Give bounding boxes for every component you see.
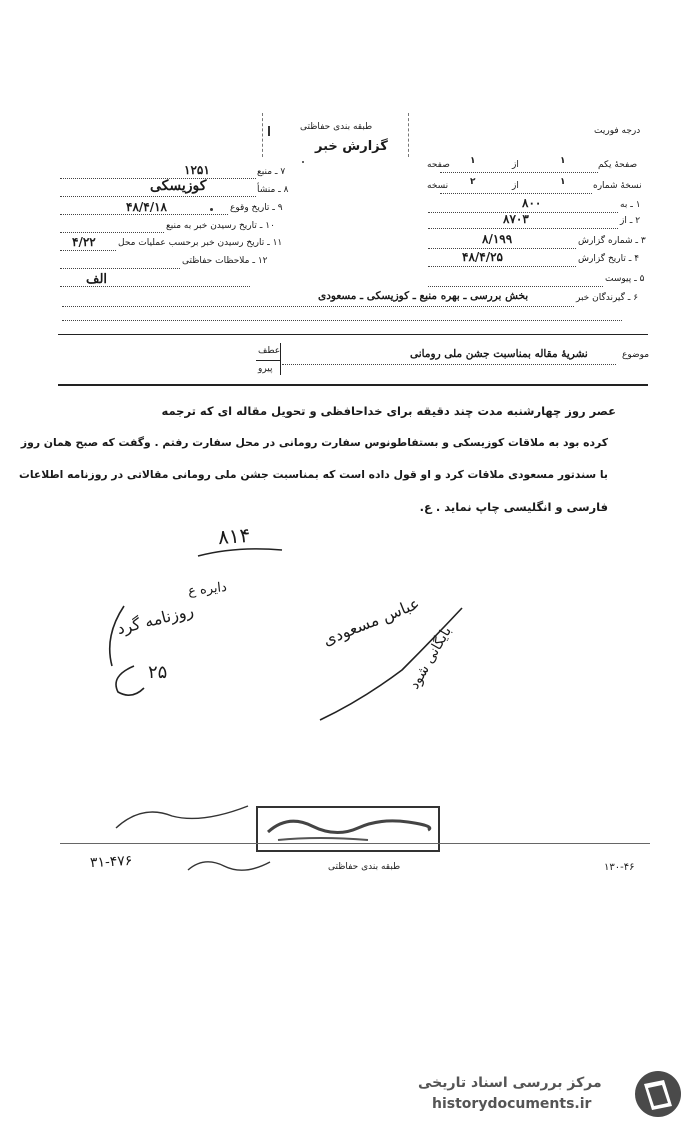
source-label: ۷ ـ منبع	[257, 167, 286, 177]
copy-label: نسخهٔ شماره	[593, 181, 642, 191]
annotation-right: بایگانی شود	[406, 624, 455, 692]
report-date-label: ۴ ـ تاریخ گزارش	[578, 254, 640, 264]
footer-right-code: ۱۳۰-۴۶	[604, 862, 635, 873]
footer-left-scribble	[184, 852, 274, 876]
body-line-1: عصر روز چهارشنبه مدت چند دقیقه برای خداحافظی و تحویل مقاله ای که ترجمه	[161, 404, 616, 418]
origin-value: کوزیسکی	[150, 178, 207, 194]
origin-label: ۸ ـ منشأ	[257, 185, 289, 195]
to-value: ۸۰۰	[522, 196, 542, 210]
annotation-number: ۸۱۴	[217, 522, 252, 550]
footer-left-code: ۳۱-۴۷۶	[89, 852, 133, 872]
body-line-2: کرده بود به ملاقات کوزیسکی و بستفاطونوس سفارت رومانی در محل سفارت رفتم . وگفت که صبح همان روز	[20, 436, 608, 449]
classification-label: طبقه بندی حفاظتی	[300, 122, 373, 132]
annotation-left-scribble	[84, 596, 204, 706]
from-label: ۲ ـ از	[620, 216, 641, 226]
report-date-value: ۴۸/۴/۲۵	[462, 250, 503, 264]
page-of-label: از	[512, 160, 519, 170]
stamp	[256, 806, 440, 852]
annotation-left-2: روزنامه گرد	[114, 600, 196, 639]
subject-label: موضوع	[622, 350, 650, 360]
watermark-logo-icon	[630, 1068, 686, 1120]
receipt-source-label: ۱۰ ـ تاریخ رسیدن خبر به منبع	[166, 221, 275, 231]
copy-value: ۱	[560, 177, 566, 187]
subject-value: نشریهٔ مقاله بمناسبت جشن ملی رومانی	[410, 348, 588, 360]
annotation-left-3: ۲۵	[148, 662, 168, 683]
event-date-label: ۹ ـ تاریخ وقوع	[230, 203, 283, 213]
page-label: صفحهٔ یکم	[598, 160, 638, 170]
page-value: ۱	[560, 156, 566, 166]
page-suffix: صفحه	[427, 160, 450, 170]
copy-of-label: از	[512, 181, 519, 191]
subject-top-rule	[58, 334, 648, 335]
watermark-title: مرکز بررسی اسناد تاریخی	[418, 1075, 602, 1091]
stamp-label: طبقه بندی حفاظتی	[328, 862, 401, 872]
notes-value: الف	[86, 272, 108, 287]
collectors-value: بخش بررسی ـ بهره منبع ـ کوزیسکی ـ مسعودی	[318, 290, 529, 302]
source-value: ۱۲۵۱	[184, 163, 210, 177]
event-date-value: ۴۸/۴/۱۸	[126, 200, 167, 214]
body-line-4: فارسی و انگلیسی چاپ نماید . ع.	[419, 500, 608, 514]
receipt-unit-value: ۴/۲۲	[72, 235, 96, 249]
copy-suffix: نسخه	[427, 181, 449, 191]
notes-label: ۱۲ ـ ملاحظات حفاظتی	[182, 256, 268, 266]
page-total: ۱	[470, 156, 476, 166]
stamp-lettering	[258, 808, 434, 846]
signature-right: عباس مسعودی	[320, 593, 423, 650]
priority-label: درجه فوریت	[594, 126, 641, 136]
copy-total: ۲	[470, 177, 476, 187]
collectors-label: ۶ ـ گیرندگان خبر	[576, 293, 639, 303]
from-value: ۸۷۰۳	[503, 212, 529, 226]
watermark-url: historydocuments.ir	[432, 1096, 592, 1112]
annotation-left-1: دایره ع	[187, 580, 228, 599]
footer-rule	[60, 843, 650, 844]
atf-label: عطف	[258, 346, 281, 356]
subject-bottom-rule	[58, 384, 648, 386]
peyro-label: پیرو	[258, 364, 273, 374]
body-line-3: با سندتور مسعودی ملاقات کرد و او قول داده است که بمناسبت جشن ملی رومانی مقالاتی در روزنامه اطلاعات	[19, 468, 608, 481]
report-no-value: ۸/۱۹۹	[482, 232, 513, 246]
to-label: ۱ ـ به	[620, 200, 641, 210]
report-no-label: ۳ ـ شماره گزارش	[578, 236, 646, 246]
annotation-underline	[196, 544, 286, 560]
attachment-label: ۵ ـ پیوست	[605, 274, 645, 284]
signature-stroke	[312, 600, 472, 730]
receipt-unit-label: ۱۱ ـ تاریخ رسیدن خبر برحسب عملیات محل	[118, 238, 283, 248]
page-title: گزارش خبر	[315, 139, 388, 154]
footer-scribble	[112, 794, 252, 834]
